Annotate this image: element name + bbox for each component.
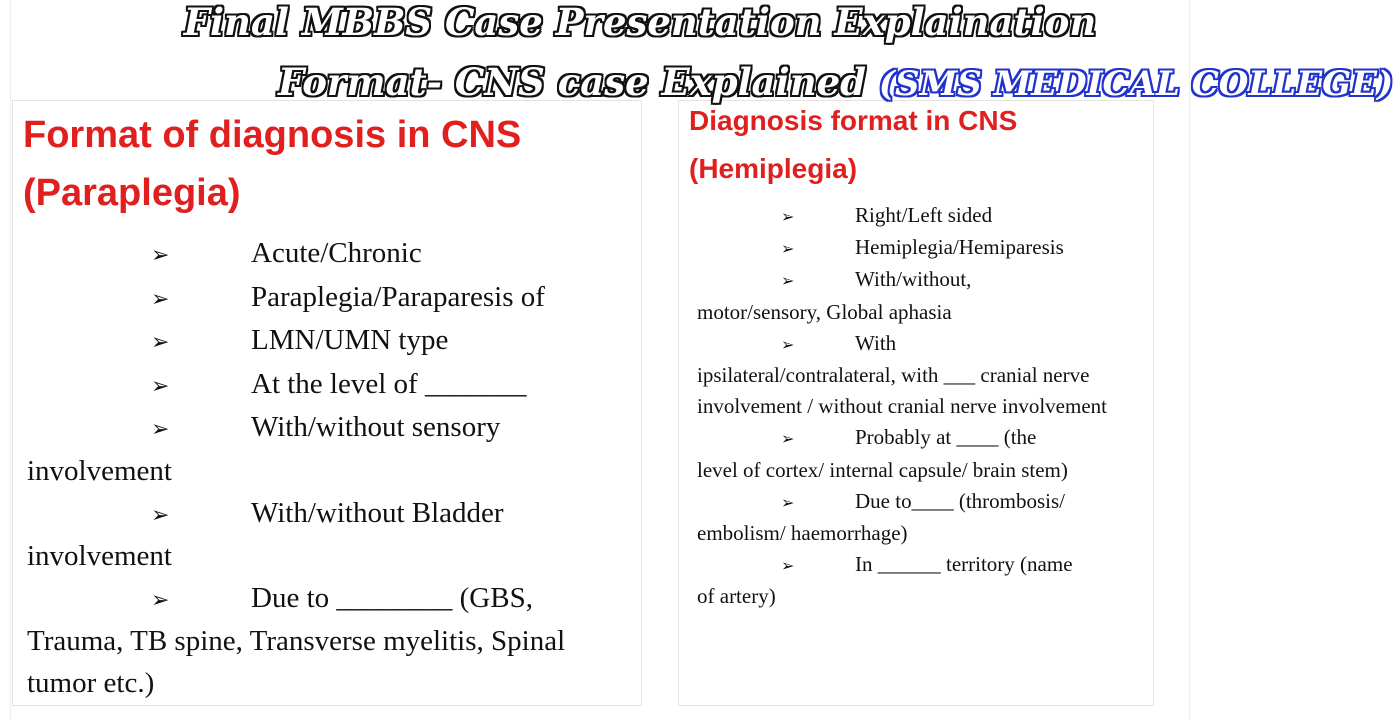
arrow-bullet-icon: ➢ [781, 271, 795, 291]
hemiplegia-heading-line2: (Hemiplegia) [689, 153, 858, 184]
hemiplegia-item [679, 232, 1153, 264]
paraplegia-item [13, 233, 641, 277]
hemiplegia-item-text: With/without, [855, 267, 972, 292]
arrow-bullet-icon: ➢ [781, 239, 795, 259]
hemiplegia-panel [678, 100, 1154, 706]
hemiplegia-item-text: Hemiplegia/Hemiparesis [855, 235, 1064, 260]
arrow-bullet-icon: ➢ [151, 587, 170, 613]
paraplegia-item-continuation: Trauma, TB spine, Transverse myelitis, Spinal tumor etc.) [27, 625, 566, 699]
hemiplegia-item [679, 486, 1153, 549]
paraplegia-item-continuation: involvement [27, 540, 172, 573]
paraplegia-item [13, 493, 641, 578]
college-label: (SMS MEDICAL COLLEGE) [878, 64, 1393, 104]
hemiplegia-item-continuation: of artery) [697, 584, 776, 609]
arrow-bullet-icon: ➢ [781, 334, 795, 354]
hemiplegia-item [679, 422, 1153, 485]
paraplegia-item-text: LMN/UMN type [251, 324, 449, 357]
hemiplegia-item [679, 264, 1153, 327]
paraplegia-item [13, 277, 641, 321]
hemiplegia-item-text: Due to____ (thrombosis/ [855, 488, 1065, 513]
paraplegia-item-text: With/without Bladder [251, 496, 504, 529]
hemiplegia-item-continuation: motor/sensory, Global aphasia [697, 299, 952, 324]
hemiplegia-heading-line1: Diagnosis format in CNS [689, 105, 1018, 136]
hemiplegia-item [679, 328, 1153, 423]
hemiplegia-item-text: Probably at ____ (the [855, 425, 1037, 450]
arrow-bullet-icon: ➢ [151, 243, 170, 268]
paraplegia-item-text: Acute/Chronic [251, 237, 422, 269]
hemiplegia-heading [679, 97, 1017, 193]
paraplegia-item-text: With/without sensory [251, 411, 501, 444]
video-title-line2 [278, 60, 1393, 104]
paraplegia-heading-line1: Format of diagnosis in CNS [23, 114, 522, 156]
arrow-bullet-icon: ➢ [781, 492, 795, 512]
arrow-bullet-icon: ➢ [151, 373, 170, 399]
arrow-bullet-icon: ➢ [151, 417, 170, 443]
hemiplegia-item-text: In ______ territory (name [855, 552, 1073, 577]
arrow-bullet-icon: ➢ [151, 502, 170, 528]
paraplegia-item-text: At the level of _______ [251, 367, 527, 400]
arrow-bullet-icon: ➢ [781, 207, 795, 226]
paraplegia-item-text: Paraplegia/Paraparesis of [251, 280, 545, 313]
paraplegia-item [13, 320, 641, 364]
paraplegia-panel [12, 100, 642, 706]
paraplegia-item [13, 364, 641, 408]
hemiplegia-item-continuation: ipsilateral/contralateral, with ___ cranial nerve involvement / without cranial nerve involvement [697, 363, 1107, 419]
hemiplegia-item-continuation: embolism/ haemorrhage) [697, 521, 908, 546]
paraplegia-item [13, 407, 641, 492]
hemiplegia-list [679, 200, 1153, 613]
paraplegia-list [13, 233, 641, 705]
video-title-line1: Final MBBS Case Presentation Explaination [183, 0, 1097, 44]
arrow-bullet-icon: ➢ [781, 429, 795, 449]
hemiplegia-item [679, 549, 1153, 612]
arrow-bullet-icon: ➢ [151, 286, 170, 312]
paraplegia-item-continuation: involvement [27, 454, 172, 487]
paraplegia-heading-line2: (Paraplegia) [23, 172, 241, 214]
paraplegia-item-text: Due to ________ (GBS, [251, 581, 533, 614]
hemiplegia-item-text: With [855, 330, 897, 355]
hemiplegia-item-continuation: level of cortex/ internal capsule/ brain stem) [697, 457, 1068, 482]
video-title-line2-text: Format- CNS case Explained [278, 60, 867, 104]
arrow-bullet-icon: ➢ [781, 556, 795, 576]
hemiplegia-item [679, 200, 1153, 232]
hemiplegia-item-text: Right/Left sided [855, 203, 993, 227]
paraplegia-item [13, 578, 641, 705]
arrow-bullet-icon: ➢ [151, 330, 170, 356]
paraplegia-heading [13, 106, 521, 222]
